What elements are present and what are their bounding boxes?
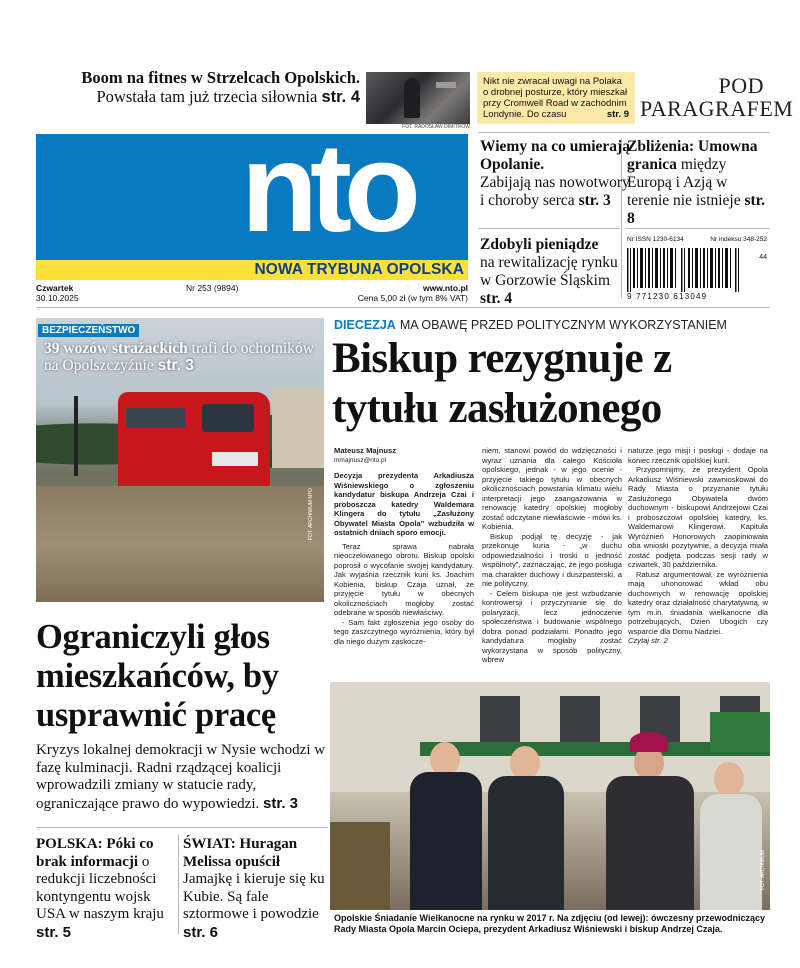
story-deck: MA OBAWĘ PRZED POLITYCZNYM WYKORZYSTANIEM	[399, 318, 727, 332]
teaser-zblizenia[interactable]	[627, 138, 769, 228]
photo-caption: Opolskie Śniadanie Wielkanocne na rynku w 2017 r. Na zdjęciu (od lewej): ówczesny przewodniczący Rady Miasta Opola Marcin Ociepa, prezydent Arkadiusz Wiśniewski i biskup Andrzej Czaja.	[334, 913, 766, 934]
teaser-wiemy-headline: Wiemy na co umierają Opolanie.	[480, 138, 630, 173]
page-ref: str. 4	[480, 290, 513, 307]
teaser-polska-body: o redukcji liczebności kontyngentu wojsk USA w naszym kraju	[36, 853, 164, 922]
teaser-zblizenia-headline: Zbliżenia: Umowna granica	[627, 138, 758, 173]
page-ref: str. 9	[606, 109, 629, 120]
photo-credit: FOT. RADOSŁAW DIMITROW	[402, 124, 470, 130]
continued-link[interactable]: Czytaj str. 2	[628, 636, 668, 645]
teaser-swiat[interactable]	[183, 836, 328, 942]
teaser-fitness-headline: Boom na fitnes w Strzelcach Opolskich.	[81, 68, 360, 87]
teaser-zdobyli-headline: Zdobyli pieniądze	[480, 236, 599, 253]
author-email[interactable]: mmajnusz@nto.pl	[334, 456, 387, 464]
pod-paragrafem-teaser[interactable]	[477, 72, 635, 124]
fitness-photo	[366, 72, 470, 124]
article-paragraph: naturze jego misji i posługi - dodaje na koniec rzecznik opolskiej kurii.	[628, 446, 768, 465]
page-ref: str. 3	[157, 357, 194, 374]
section-tag: DIECEZJA	[334, 318, 396, 332]
teaser-polska[interactable]	[36, 836, 176, 942]
logo-band	[36, 260, 468, 280]
pod-paragrafem-title: POD PARAGRAFEM	[640, 73, 794, 121]
teaser-zdobyli-body: na rewitalizację rynku w Gorzowie Śląskim str. 4	[480, 254, 618, 307]
article-lede: Decyzja prezydenta Arkadiusza Wiśniewskiego o zgłoszeniu kandydatur biskupa Andrzeja Czai i proboszcza katedry Waldemara Klingera do tytułu „Zasłużony Obywatel Miasta Opola” wzbudziła w ostatnich dniach sporo emocji.	[334, 471, 474, 537]
barcode-addon: 44	[759, 254, 767, 261]
issue-number: Nr 253 (9894)	[186, 283, 239, 293]
masthead-logo[interactable]	[36, 134, 468, 280]
index-number: Nr indeksu 348-252	[710, 236, 767, 243]
article-column-2	[482, 446, 622, 665]
photo-credit: FOT. ARCHIWUM NTO	[308, 488, 314, 540]
page-ref: str. 6	[183, 923, 219, 941]
pod-paragrafem-text: Nikt nie zwracał uwagi na Polaka o drobnej posturze, który mieszkał przy Cromwell Road w zachodnim Londynie. Do czasu	[483, 76, 628, 120]
barcode-number: 9 771230 613049	[627, 292, 708, 301]
website-link[interactable]: www.nto.pl	[422, 283, 468, 293]
teaser-fitness-body: Powstała tam już trzecia siłownia str. 4	[96, 87, 360, 106]
story-headline-nysa[interactable]: Ograniczyli głos mieszkańców, by usprawnić pracę	[36, 618, 279, 734]
article-paragraph: Biskup podjął tę decyzję - jak przekonuje kuria - „w duchu odpowiedzialności i troski o jedność wspólnoty”, zaznaczając, że jego posługa ma charakter duchowy i duszpasterski, a nie polityczny.	[482, 531, 622, 588]
teaser-zblizenia-body: między Europą i Azją w terenie nie istnieje	[627, 156, 741, 209]
logo-wordmark: nto	[241, 134, 413, 258]
article-paragraph: Teraz sprawa nabrała nieoczekiwanego obrotu. Biskup opolski poprosił o wycofanie swojej kandydatury. Jak wyjaśnia rzecznik kurii ks. Joachim Kobienia, biskup Czaja uznał, że przyjęcie tytułu w obecnych okolicznościach mogłoby zostać odebrane w sposób niewłaściwy.	[334, 541, 474, 617]
article-column-1	[334, 446, 474, 646]
barcode	[627, 236, 767, 302]
author: Mateusz Majnusz	[334, 446, 397, 455]
section-tag: BEZPIECZEŃSTWO	[38, 324, 139, 337]
story-lede-nysa: Kryzys lokalnej demokracji w Nysie wchodzi w fazę kulminacji. Radni rządzącej koalicji wprowadzili zmiany w statucie rady, ograniczające prawo do wypowiedzi. str. 3	[36, 742, 326, 812]
teaser-polska-headline: POLSKA: Póki co brak informacji	[36, 836, 154, 870]
teaser-swiat-body: Jamajkę i kieruje się ku Kubie. Są fale sztormowe i powodzie	[183, 871, 325, 922]
page-ref: str. 8	[627, 192, 766, 227]
teaser-wiemy[interactable]	[480, 138, 630, 210]
page-ref: str. 3	[578, 192, 611, 209]
article-column-3	[628, 446, 768, 646]
issn: Nr ISSN 1230-6134	[627, 236, 684, 243]
barcode-bars	[627, 248, 743, 292]
teaser-zdobyli[interactable]	[480, 236, 630, 308]
price: Cena 5,00 zł (w tym 8% VAT)	[357, 293, 468, 303]
article-paragraph: - Celem biskupa nie jest wzbudzanie kontrowersji i przyczynianie się do polaryzacji, lecz jednoczenie społeczeństwa i budowanie wspólnego dobra ponad podziałami. Ponadto jego kandydatura mogłaby zostać wykorzystana w sposób polityczny, wbrew	[482, 588, 622, 664]
teaser-wiemy-body: Zabijają nas nowotwory i choroby serca str. 3	[480, 174, 630, 209]
story-headline-main[interactable]: Biskup rezygnuje z tytułu zasłużonego	[332, 335, 672, 432]
website-price	[300, 283, 468, 303]
page-ref: str. 5	[36, 923, 72, 941]
teaser-fitness[interactable]	[40, 68, 360, 107]
teaser-swiat-headline: ŚWIAT: Huragan Melissa opuścił	[183, 836, 298, 870]
article-paragraph: - Sam fakt zgłoszenia jego osoby do tego zaszczytnego wyróżnienia, który był dla niego dużym zaskocze-	[334, 617, 474, 646]
story-kicker	[334, 318, 727, 332]
publication-name: NOWA TRYBUNA OPOLSKA	[254, 261, 464, 278]
article-paragraph: niem, stanowi powód do wdzięczności i wyraz uznania dla całego Kościoła opolskiego, jednak - w jego ocenie - przyjęcie takiego tytułu w obecnych okolicznościach powstania klimatu wielu interpretacji jego zaangażowania w renowację katedry opolskiej mogłoby zostać odczytane niewłaściwie - mówi ks. Kobienia.	[482, 446, 622, 531]
issue-date: Czwartek 30.10.2025	[36, 283, 79, 303]
photo-credit: FOT. ARCHIWUM	[760, 850, 766, 890]
fire-truck-teaser[interactable]: 39 wozów strażackich trafi do ochotników na Opolszczyźnie str. 3	[44, 340, 314, 374]
article-paragraph: Ratusz argumentował, że wyróżnienia mają uhonorować wkład obu duchownych w renowację opolskiej katedry oraz działalność charytatywną, w tym m.in. śniadania wielkanocne dla potrzebujących, Dzień Ubogich czy wsparcie dla Domu Nadziei.	[628, 569, 768, 636]
page-ref: str. 4	[321, 88, 360, 106]
easter-breakfast-photo[interactable]	[330, 682, 770, 910]
article-paragraph: Przypomnijmy, że prezydent Opola Arkadiusz Wiśniewski zawnioskował do Rady Miasta o przyznanie tytułu Zasłużonego Obywatela dwóm duchownym - biskupowi Andrzejowi Czai i proboszczowi opolskiej katedry, ks. Waldemarowi Klingerowi. Kapituła Wyróżnień Honorowych zaopiniowała oba wnioski pozytywnie, a decyzja miała zostać podjęta podczas sesji rady w czwartek, 30 października.	[628, 465, 768, 569]
page-ref: str. 3	[263, 794, 299, 812]
